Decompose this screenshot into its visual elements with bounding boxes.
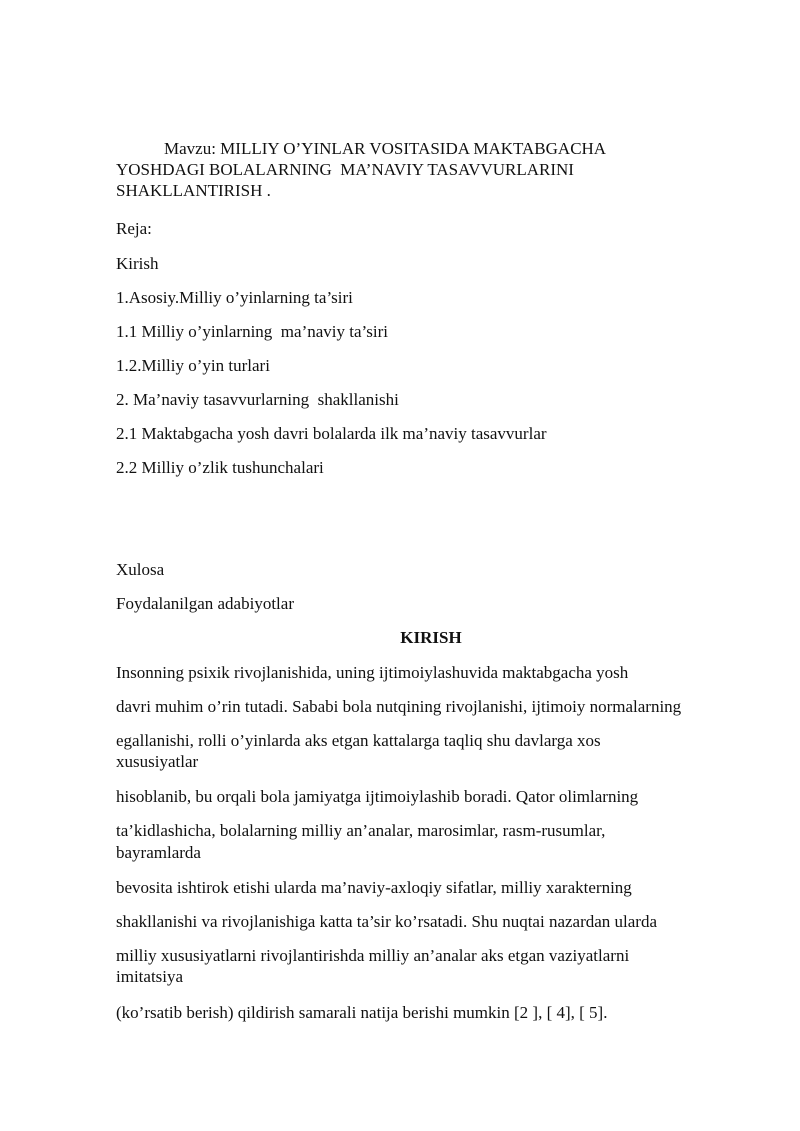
body-line: bevosita ishtirok etishi ularda ma’naviy-axloqiy sifatlar, milliy xarakterning [116,878,632,897]
body-line: milliy xususiyatlarni rivojlantirishda milliy an’analar aks etgan vaziyatlarni [116,946,630,965]
body-line: bayramlarda [116,843,201,862]
section-heading: KIRISH [400,628,462,647]
body-line: davri muhim o’rin tutadi. Sababi bola nutqining rivojlanishi, ijtimoiy normalarning [116,697,682,716]
body-line: xususiyatlar [116,752,199,771]
body-line: Insonning psixik rivojlanishida, uning ijtimoiylashuvida maktabgacha yosh [116,663,629,682]
document-title: Mavzu: MILLIY O’YINLAR VOSITASIDA MAKTABGACHA YOSHDAGI BOLALARNING MA’NAVIY TASAVVURLARINI SHAKLLANTIRISH . [116,139,609,200]
toc-item: Kirish [116,254,159,273]
body-line: (ko’rsatib berish) qildirish samarali natija berishi mumkin [2 ], [ 4], [ 5]. [116,1003,608,1022]
toc-item: 2.1 Maktabgacha yosh davri bolalarda ilk ma’naviy tasavvurlar [116,424,547,443]
toc-item: 1.Asosiy.Milliy o’yinlarning ta’siri [116,288,353,307]
body-line: imitatsiya [116,967,184,986]
body-line: ta’kidlashicha, bolalarning milliy an’analar, marosimlar, rasm-rusumlar, [116,821,606,840]
toc-conclusion: Xulosa [116,560,165,579]
toc-item: 2.2 Milliy o’zlik tushunchalari [116,458,324,477]
plan-label: Reja: [116,219,152,238]
body-line: hisoblanib, bu orqali bola jamiyatga ijtimoiylashib boradi. Qator olimlarning [116,787,639,806]
body-line: shakllanishi va rivojlanishiga katta ta’sir ko’rsatadi. Shu nuqtai nazardan ularda [116,912,658,931]
body-line: egallanishi, rolli o’yinlarda aks etgan kattalarga taqliq shu davlarga xos [116,731,601,750]
toc-references: Foydalanilgan adabiyotlar [116,594,294,613]
toc-item: 2. Ma’naviy tasavvurlarning shakllanishi [116,390,399,409]
toc-item: 1.1 Milliy o’yinlarning ma’naviy ta’siri [116,322,388,341]
toc-item: 1.2.Milliy o’yin turlari [116,356,270,375]
